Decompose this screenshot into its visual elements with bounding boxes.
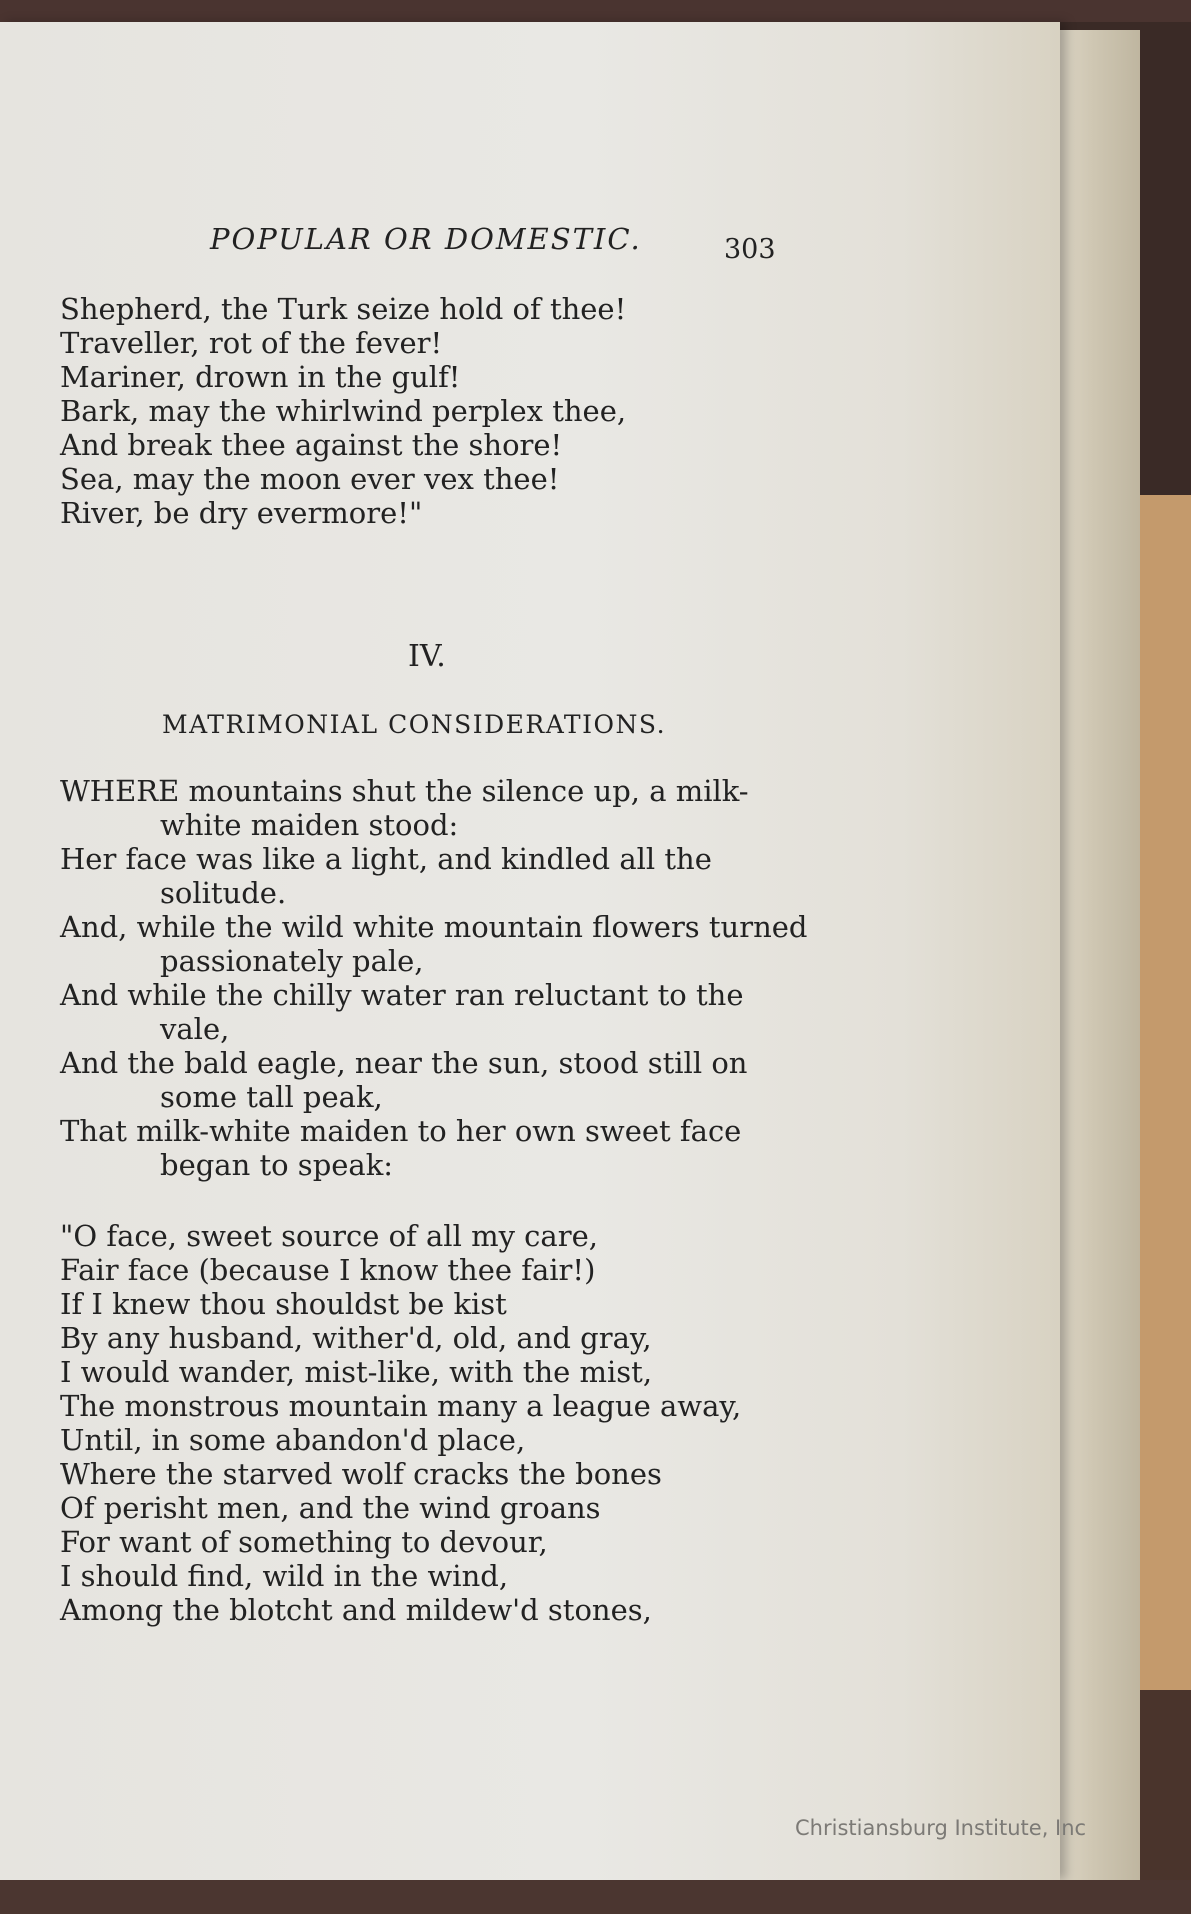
poem-line: For want of something to devour, xyxy=(60,1525,548,1559)
poem-line: Sea, may the moon ever vex thee! xyxy=(60,462,560,496)
book-board-dark xyxy=(1140,1690,1191,1880)
poem-line: Bark, may the whirlwind perplex thee, xyxy=(60,394,627,428)
page-number: 303 xyxy=(724,234,776,265)
running-title: POPULAR OR DOMESTIC. xyxy=(210,222,642,256)
poem-line: I would wander, mist-like, with the mist, xyxy=(60,1355,653,1389)
poem-line: The monstrous mountain many a league away, xyxy=(60,1389,742,1423)
poem-line: Of perisht men, and the wind groans xyxy=(60,1491,601,1525)
section-number: IV. xyxy=(408,639,446,674)
poem-line: River, be dry evermore!" xyxy=(60,496,423,530)
stanza-2 xyxy=(60,774,808,1182)
background-frame-bottom xyxy=(0,1880,1191,1914)
poem-line: And the bald eagle, near the sun, stood still on xyxy=(60,1046,748,1080)
stanza-1 xyxy=(60,292,626,530)
poem-line: Traveller, rot of the fever! xyxy=(60,326,443,360)
background-frame-top xyxy=(0,0,1191,22)
stanza-3 xyxy=(60,1219,741,1627)
poem-line: Where the starved wolf cracks the bones xyxy=(60,1457,662,1491)
poem-line: And, while the wild white mountain flowers turned xyxy=(60,910,808,944)
poem-line: And break thee against the shore! xyxy=(60,428,563,462)
poem-line: If I knew thou shouldst be kist xyxy=(60,1287,507,1321)
watermark: Christiansburg Institute, Inc xyxy=(795,1816,1087,1840)
poem-line: Her face was like a light, and kindled all the xyxy=(60,842,712,876)
poem-line: Mariner, drown in the gulf! xyxy=(60,360,461,394)
poem-line: Fair face (because I know thee fair!) xyxy=(60,1253,596,1287)
poem-line: I should find, wild in the wind, xyxy=(60,1559,509,1593)
poem-line: And while the chilly water ran reluctant to the xyxy=(60,978,744,1012)
book-page xyxy=(0,22,1060,1880)
poem-line: That milk-white maiden to her own sweet face xyxy=(60,1114,742,1148)
poem-line: Shepherd, the Turk seize hold of thee! xyxy=(60,292,627,326)
poem-line: WHERE mountains shut the silence up, a milk- xyxy=(60,774,749,808)
poem-line-continuation: began to speak: xyxy=(160,1148,394,1182)
section-title: MATRIMONIAL CONSIDERATIONS. xyxy=(162,710,667,739)
poem-line-continuation: white maiden stood: xyxy=(160,808,459,842)
poem-line: Among the blotcht and mildew'd stones, xyxy=(60,1593,652,1627)
poem-line-continuation: vale, xyxy=(160,1012,230,1046)
poem-line: Until, in some abandon'd place, xyxy=(60,1423,526,1457)
poem-line: By any husband, wither'd, old, and gray, xyxy=(60,1321,652,1355)
poem-line: "O face, sweet source of all my care, xyxy=(60,1219,598,1253)
poem-line-continuation: passionately pale, xyxy=(160,944,424,978)
book-board xyxy=(1140,495,1191,1690)
poem-line-continuation: solitude. xyxy=(160,876,287,910)
poem-line-continuation: some tall peak, xyxy=(160,1080,383,1114)
